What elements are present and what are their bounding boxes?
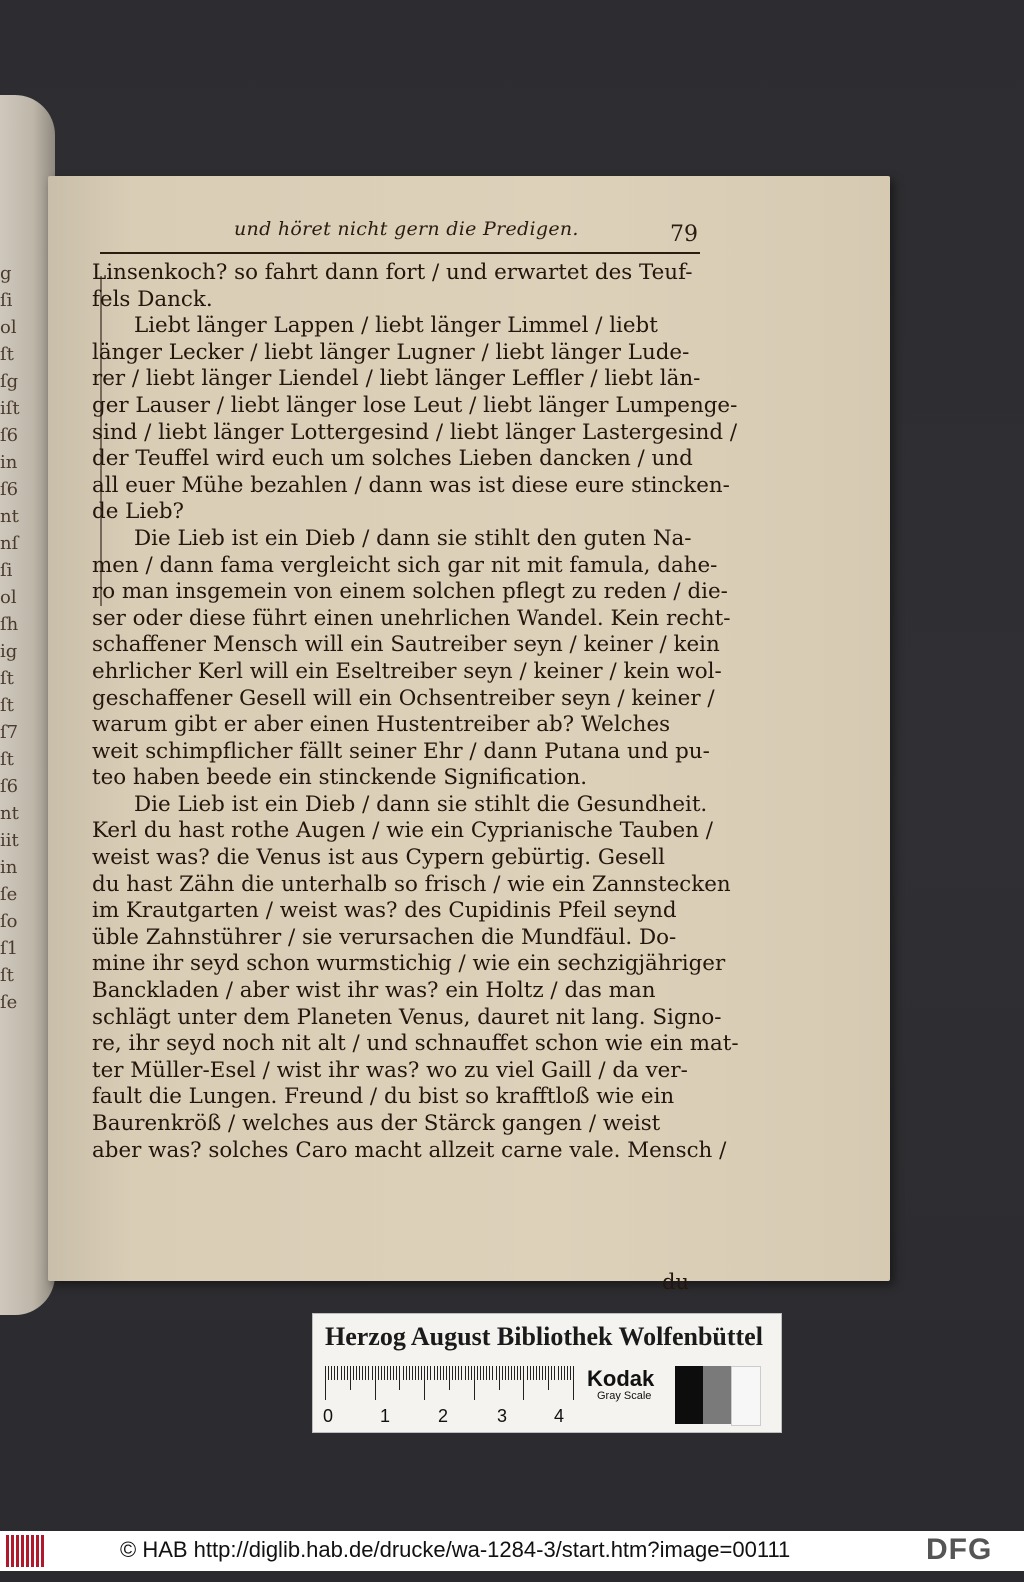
facing-page-glyph: ſt (0, 344, 14, 365)
text-line: schlägt unter dem Planeten Venus, dauret nit lang. Signo- (92, 1004, 722, 1030)
text-line: re, ihr seyd noch nit alt / und schnauffet schon wie ein mat- (92, 1031, 739, 1057)
text-line: Baurenkröß / welches aus der Stärck gangen / weist (92, 1111, 661, 1136)
ruler-tick (458, 1366, 459, 1380)
text-line: Kerl du hast rothe Augen / wie ein Cyprianische Tauben / (92, 818, 713, 844)
logo-bar (26, 1535, 29, 1567)
facing-page-glyph: ig (0, 641, 18, 662)
ruler-tick (545, 1366, 546, 1380)
text-line: Liebt länger Lappen / liebt länger Limmel / liebt (134, 313, 658, 339)
text-line: ehrlicher Kerl will ein Eseltreiber seyn / keiner / kein wol- (92, 658, 722, 684)
facing-page-glyph: in (0, 857, 18, 878)
ruler-tick (356, 1366, 357, 1380)
ruler-tick (350, 1366, 351, 1390)
ruler-tick (471, 1366, 472, 1380)
running-head: und höret nicht gern die Predigen. (234, 218, 579, 240)
text-line: fels Danck. (92, 286, 213, 312)
facing-page-glyph: iſt (0, 398, 20, 419)
text-line: ter Müller-Esel / wist ihr was? wo zu viel Gaill / da ver- (92, 1057, 688, 1083)
ruler-tick (344, 1366, 345, 1380)
book-page (48, 176, 890, 1294)
ruler-tick (406, 1366, 407, 1380)
ruler-tick (489, 1366, 490, 1380)
scale-ruler (325, 1366, 579, 1402)
facing-page-glyph: ſi (0, 290, 13, 311)
ruler-tick (492, 1366, 493, 1380)
ruler-tick (499, 1366, 500, 1390)
text-line: rer / liebt länger Liendel / liebt länger Leffler / liebt län- (92, 366, 701, 392)
ruler-tick (430, 1366, 431, 1380)
text-line: fault die Lungen. Freund / du bist so krafftloß wie ein (92, 1084, 675, 1110)
ruler-tick (474, 1366, 475, 1400)
ruler-tick (381, 1366, 382, 1380)
ruler-tick (551, 1366, 552, 1380)
facing-page-glyph: nt (0, 803, 19, 824)
ruler-tick (561, 1366, 562, 1380)
ruler-tick (434, 1366, 435, 1380)
ruler-tick (362, 1366, 363, 1380)
text-line: Linsenkoch? so fahrt dann fort / und erwartet des Teuf- (92, 260, 693, 285)
facing-page-glyph: ſt (0, 749, 14, 770)
gray-patch-white (731, 1366, 761, 1426)
facing-page-glyph: ſ6 (0, 479, 19, 500)
logo-bar (41, 1535, 44, 1567)
ruler-tick (399, 1366, 400, 1390)
ruler-tick (480, 1366, 481, 1380)
page-number: 79 (670, 222, 698, 247)
facing-page-glyph: ſ1 (0, 938, 19, 959)
text-line: schaffener Mensch will ein Sautreiber seyn / keiner / kein (92, 632, 720, 658)
ruler-tick (542, 1366, 543, 1380)
text-line: weist was? die Venus ist aus Cypern gebürtig. Gesell (92, 845, 665, 871)
ruler-tick (514, 1366, 515, 1380)
text-line: Die Lieb ist ein Dieb / dann sie stihlt die Gesundheit. (134, 791, 708, 817)
facing-page-glyph: ſt (0, 965, 14, 986)
ruler-label: 2 (438, 1406, 449, 1426)
facing-page-glyph: ſ6 (0, 425, 19, 446)
catchword: du (662, 1270, 689, 1294)
facing-page-glyph: ſe (0, 992, 18, 1013)
facing-page-glyph: nſ (0, 533, 19, 554)
ruler-tick (334, 1366, 335, 1380)
facing-page-glyph: ſg (0, 371, 19, 392)
text-line: warum gibt er aber einen Hustentreiber ab? Welches (92, 712, 671, 738)
dfg-logo: DFG (926, 1533, 993, 1566)
ruler-tick (328, 1366, 329, 1380)
ruler-tick (567, 1366, 568, 1380)
ruler-tick (446, 1366, 447, 1380)
ruler-label: 0 (323, 1406, 334, 1426)
gray-patch-mid (703, 1366, 731, 1424)
text-line: teo haben beede ein stinckende Signification. (92, 765, 588, 791)
ruler-tick (424, 1366, 425, 1400)
color-target-card (312, 1313, 782, 1433)
text-line: geschaffener Gesell will ein Ochsentreiber seyn / keiner / (92, 685, 715, 711)
ruler-tick (527, 1366, 528, 1380)
ruler-tick (331, 1366, 332, 1380)
ruler-tick (468, 1366, 469, 1380)
ruler-label: 4 (554, 1406, 565, 1426)
logo-bar (16, 1535, 19, 1567)
footer-copyright-link[interactable]: © HAB http://diglib.hab.de/drucke/wa-1284-3/start.htm?image=00111 (120, 1537, 791, 1562)
text-line: weit schimpflicher fällt seiner Ehr / dann Putana und pu- (92, 738, 710, 764)
logo-bar (21, 1535, 24, 1567)
text-line: all euer Mühe bezahlen / dann was ist diese eure stincken- (92, 472, 730, 498)
ruler-tick (368, 1366, 369, 1380)
facing-page-glyph: nt (0, 506, 19, 527)
text-line: ro man insgemein von einem solchen pflegt zu reden / die- (92, 579, 728, 605)
ruler-tick (412, 1366, 413, 1380)
facing-page-glyph: ſi (0, 560, 13, 581)
text-line: ger Lauser / liebt länger lose Leut / liebt länger Lumpenge- (92, 392, 738, 418)
ruler-tick (523, 1366, 524, 1400)
facing-page-glyph: ſh (0, 614, 19, 635)
ruler-tick (353, 1366, 354, 1380)
ruler-tick (573, 1366, 574, 1400)
ruler-tick (325, 1366, 326, 1400)
ruler-tick (449, 1366, 450, 1390)
text-line: der Teuffel wird euch um solches Lieben dancken / und (92, 446, 693, 472)
logo-bar (36, 1535, 39, 1567)
library-name: Herzog August Bibliothek Wolfenbüttel (325, 1322, 763, 1351)
ruler-tick (384, 1366, 385, 1380)
facing-page-glyph: ol (0, 587, 17, 608)
gray-patch-black (675, 1366, 703, 1424)
facing-page-glyph: g (0, 263, 12, 284)
ruler-tick (403, 1366, 404, 1380)
logo-bar (6, 1535, 9, 1567)
ruler-tick (440, 1366, 441, 1380)
ruler-tick (554, 1366, 555, 1380)
facing-page-glyph: ſ6 (0, 776, 19, 797)
ruler-tick (486, 1366, 487, 1380)
logo-bar (11, 1535, 14, 1567)
ruler-tick (409, 1366, 410, 1380)
ruler-tick (455, 1366, 456, 1380)
ruler-tick (461, 1366, 462, 1380)
ruler-tick (483, 1366, 484, 1380)
ruler-tick (387, 1366, 388, 1380)
ruler-tick (341, 1366, 342, 1380)
facing-page-glyph: ſe (0, 884, 18, 905)
ruler-tick (418, 1366, 419, 1380)
header-rule (100, 252, 700, 254)
ruler-tick (511, 1366, 512, 1380)
ruler-tick (437, 1366, 438, 1380)
footer-bar (0, 1531, 1024, 1571)
ruler-tick (539, 1366, 540, 1380)
ruler-tick (520, 1366, 521, 1380)
ruler-tick (530, 1366, 531, 1380)
facing-page-glyph: ſt (0, 668, 14, 689)
logo-bar (31, 1535, 34, 1567)
ruler-tick (390, 1366, 391, 1380)
ruler-tick (359, 1366, 360, 1380)
ruler-tick (375, 1366, 376, 1400)
text-line: länger Lecker / liebt länger Lugner / liebt länger Lude- (92, 339, 690, 365)
text-line: de Lieb? (92, 499, 185, 525)
ruler-tick (508, 1366, 509, 1380)
ruler-label: 1 (380, 1406, 391, 1426)
text-line: men / dann fama vergleicht sich gar nit mit famula, dahe- (92, 552, 718, 578)
facing-page-glyph: ſt (0, 695, 14, 716)
text-line: aber was? solches Caro macht allzeit carne vale. Mensch / (92, 1137, 727, 1163)
ruler-tick (505, 1366, 506, 1380)
facing-page-glyph: ol (0, 317, 17, 338)
ruler-tick (337, 1366, 338, 1380)
ruler-tick (564, 1366, 565, 1380)
text-line: üble Zahnstührer / sie verursachen die Mundfäul. Do- (92, 924, 677, 950)
text-line: Banckladen / aber wist ihr was? ein Holtz / das man (92, 978, 656, 1004)
ruler-tick (427, 1366, 428, 1380)
ruler-tick (570, 1366, 571, 1380)
ruler-tick (347, 1366, 348, 1380)
text-line: Die Lieb ist ein Dieb / dann sie stihlt den guten Na- (134, 525, 692, 551)
ruler-tick (496, 1366, 497, 1380)
ruler-tick (443, 1366, 444, 1380)
ruler-tick (396, 1366, 397, 1380)
facing-page-glyph: ſ7 (0, 722, 19, 743)
facing-page-edge (0, 95, 55, 1315)
text-line: sind / liebt länger Lottergesind / liebt länger Lastergesind / (92, 419, 738, 445)
ruler-tick (393, 1366, 394, 1380)
ruler-tick (477, 1366, 478, 1380)
page-body-text (92, 260, 739, 1164)
ruler-tick (502, 1366, 503, 1380)
ruler-label: 3 (497, 1406, 508, 1426)
ruler-tick (372, 1366, 373, 1380)
ruler-tick (465, 1366, 466, 1380)
text-line: im Krautgarten / weist was? des Cupidinis Pfeil seynd (92, 898, 677, 924)
hab-logo-icon (6, 1535, 46, 1567)
gray-scale-label: Gray Scale (597, 1390, 652, 1402)
text-line: ser oder diese führt einen unehrlichen Wandel. Kein recht- (92, 605, 731, 631)
ruler-tick (378, 1366, 379, 1380)
ruler-tick (536, 1366, 537, 1380)
text-line: mine ihr seyd schon wurmstichig / wie ein sechzigjähriger (92, 951, 726, 977)
ruler-tick (517, 1366, 518, 1380)
ruler-tick (421, 1366, 422, 1380)
ruler-tick (365, 1366, 366, 1380)
kodak-logo: Kodak (587, 1366, 655, 1391)
facing-page-glyph: in (0, 452, 18, 473)
facing-page-glyph: iit (0, 830, 19, 851)
ruler-tick (415, 1366, 416, 1380)
text-line: du hast Zähn die unterhalb so frisch / wie ein Zannstecken (92, 871, 731, 897)
facing-page-glyph: ſo (0, 911, 18, 932)
ruler-tick (558, 1366, 559, 1380)
ruler-tick (533, 1366, 534, 1380)
ruler-tick (452, 1366, 453, 1380)
ruler-tick (548, 1366, 549, 1390)
